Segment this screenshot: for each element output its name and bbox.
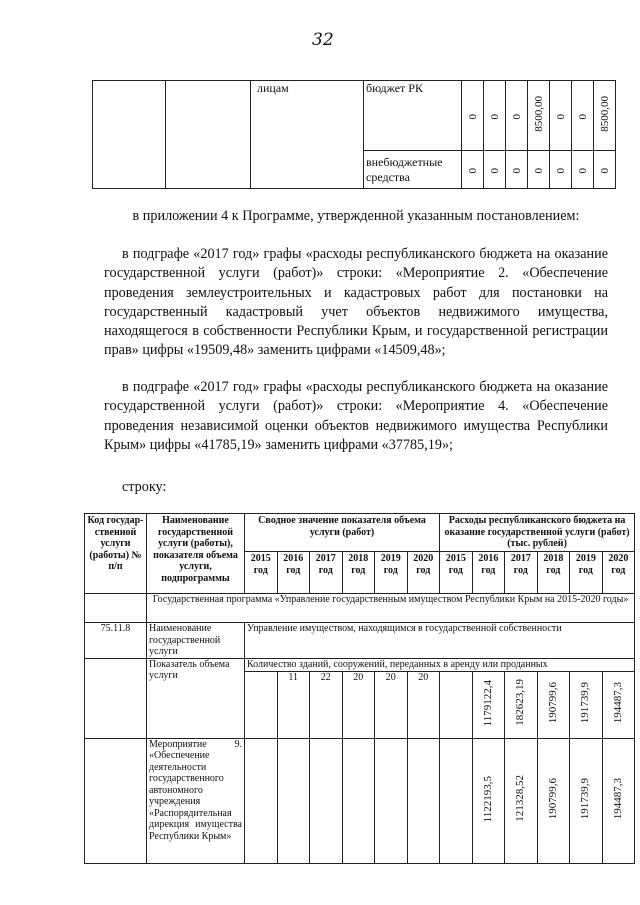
summary-year-header: 2020 год — [407, 552, 440, 594]
expense-cell — [440, 671, 473, 738]
value-cell: 0 — [466, 167, 479, 173]
expense-value: 190799,6 — [546, 682, 559, 724]
value-cell: 0 — [598, 167, 611, 173]
top-table — [92, 80, 616, 189]
value-cell: 8500,00 — [532, 95, 545, 132]
summary-value: 20 — [407, 671, 440, 738]
summary-value: 20 — [342, 671, 375, 738]
summary-value — [245, 671, 278, 738]
indicator-value: Количество зданий, сооружений, переданных в аренду или проданных — [245, 658, 635, 671]
expense-cell — [602, 738, 635, 863]
expense-year-header: 2019 год — [570, 552, 603, 594]
expense-value: 194487,3 — [611, 778, 624, 820]
value-cell: 0 — [510, 167, 523, 173]
recipient-cell: лицам — [251, 81, 364, 189]
expense-value: 190799,6 — [546, 778, 559, 820]
expense-year-header: 2016 год — [472, 552, 505, 594]
summary-year-header: 2019 год — [375, 552, 408, 594]
header-summary: Сводное значение показателя объема услуги (работ) — [245, 514, 440, 552]
empty-cell — [166, 81, 251, 189]
page-number: 32 — [312, 30, 334, 50]
expense-cell — [570, 671, 603, 738]
value-cell: 0 — [576, 113, 589, 119]
header-expenses: Расходы республиканского бюджета на оказание государственной услуги (работ) (тыс. рублей) — [440, 514, 635, 552]
expense-cell — [570, 738, 603, 863]
source-cell: бюджет РК — [364, 81, 462, 151]
summary-value — [245, 738, 278, 863]
empty-cell — [93, 81, 166, 189]
summary-value: 11 — [277, 671, 310, 738]
service-value: Управление имуществом, находящимся в государственной собственности — [245, 623, 635, 659]
expense-year-header: 2020 год — [602, 552, 635, 594]
summary-value — [310, 738, 343, 863]
summary-value: 22 — [310, 671, 343, 738]
expense-cell — [472, 671, 505, 738]
expense-year-header: 2017 год — [505, 552, 538, 594]
table-row — [93, 81, 616, 151]
service-label: Наименование государственной услуги — [147, 623, 245, 659]
paragraph: в приложении 4 к Программе, утвержденной указанным постановлением: — [132, 208, 580, 224]
summary-year-header: 2018 год — [342, 552, 375, 594]
summary-value — [342, 738, 375, 863]
expense-value: 121328,52 — [514, 775, 527, 823]
expense-value: 1122193,5 — [481, 775, 494, 822]
value-cell: 0 — [576, 167, 589, 173]
summary-value — [407, 738, 440, 863]
expense-value: 191739,9 — [579, 682, 592, 724]
value-cell: 8500,00 — [598, 95, 611, 132]
expense-cell — [440, 738, 473, 863]
value-cell: 0 — [466, 113, 479, 119]
expense-cell — [505, 738, 538, 863]
value-cell: 0 — [488, 167, 501, 173]
value-cell: 0 — [554, 167, 567, 173]
header-name: Наименование государственной услуги (работы), показателя объема услуги, подпрограммы — [147, 514, 245, 594]
service-code: 75.11.8 — [85, 623, 147, 659]
summary-year-header: 2017 год — [310, 552, 343, 594]
expense-cell — [537, 738, 570, 863]
measure-label: Мероприятие 9. «Обеспечение деятельности государственного автономного учреждения «Распорядительная дирекция имущества Республики Крым» — [147, 738, 245, 863]
expense-value: 182623,19 — [514, 679, 527, 727]
expense-cell — [472, 738, 505, 863]
source-cell: внебюджетные средства — [364, 151, 462, 189]
indicator-label: Показатель объема услуги — [147, 658, 245, 738]
summary-year-header: 2016 год — [277, 552, 310, 594]
value-cell: 0 — [554, 113, 567, 119]
main-table — [84, 513, 635, 864]
expense-cell — [602, 671, 635, 738]
paragraph: в подграфе «2017 год» графы «расходы республиканского бюджета на оказание государственной услуги (работ)» строки: «Мероприятие 4. «Обеспечение проведения независимой оценки объектов недвижимого имущества Республики Крым» цифры «41785,19» заменить цифрами «37785,19»; — [104, 379, 608, 453]
expense-cell — [537, 671, 570, 738]
expense-value: 194487,3 — [611, 682, 624, 724]
value-cell: 0 — [510, 113, 523, 119]
value-cell: 0 — [488, 113, 501, 119]
summary-year-header: 2015 год — [245, 552, 278, 594]
summary-value — [277, 738, 310, 863]
paragraph: в подграфе «2017 год» графы «расходы республиканского бюджета на оказание государственной услуги (работ)» строки: «Мероприятие 2. «Обеспечение проведения землеустроительных и кадастровых работ для постановки на государственный кадастровый учет объектов недвижимого имущества, находящегося в собственности Республики Крым, и государственной регистрации прав» цифры «19509,48» заменить цифрами «14509,48»; — [104, 246, 608, 359]
summary-value: 20 — [375, 671, 408, 738]
expense-value: 191739,9 — [579, 778, 592, 820]
expense-year-header: 2015 год — [440, 552, 473, 594]
summary-value — [375, 738, 408, 863]
expense-cell — [505, 671, 538, 738]
header-code: Код государ-ственной услуги (работы) № п/п — [85, 514, 147, 594]
value-cell: 0 — [532, 167, 545, 173]
paragraph: строку: — [122, 479, 167, 495]
program-title: Государственная программа «Управление государственным имуществом Республики Крым на 2015-2020 годы» — [147, 594, 635, 623]
expense-value: 1179122,4 — [481, 679, 494, 726]
expense-year-header: 2018 год — [537, 552, 570, 594]
